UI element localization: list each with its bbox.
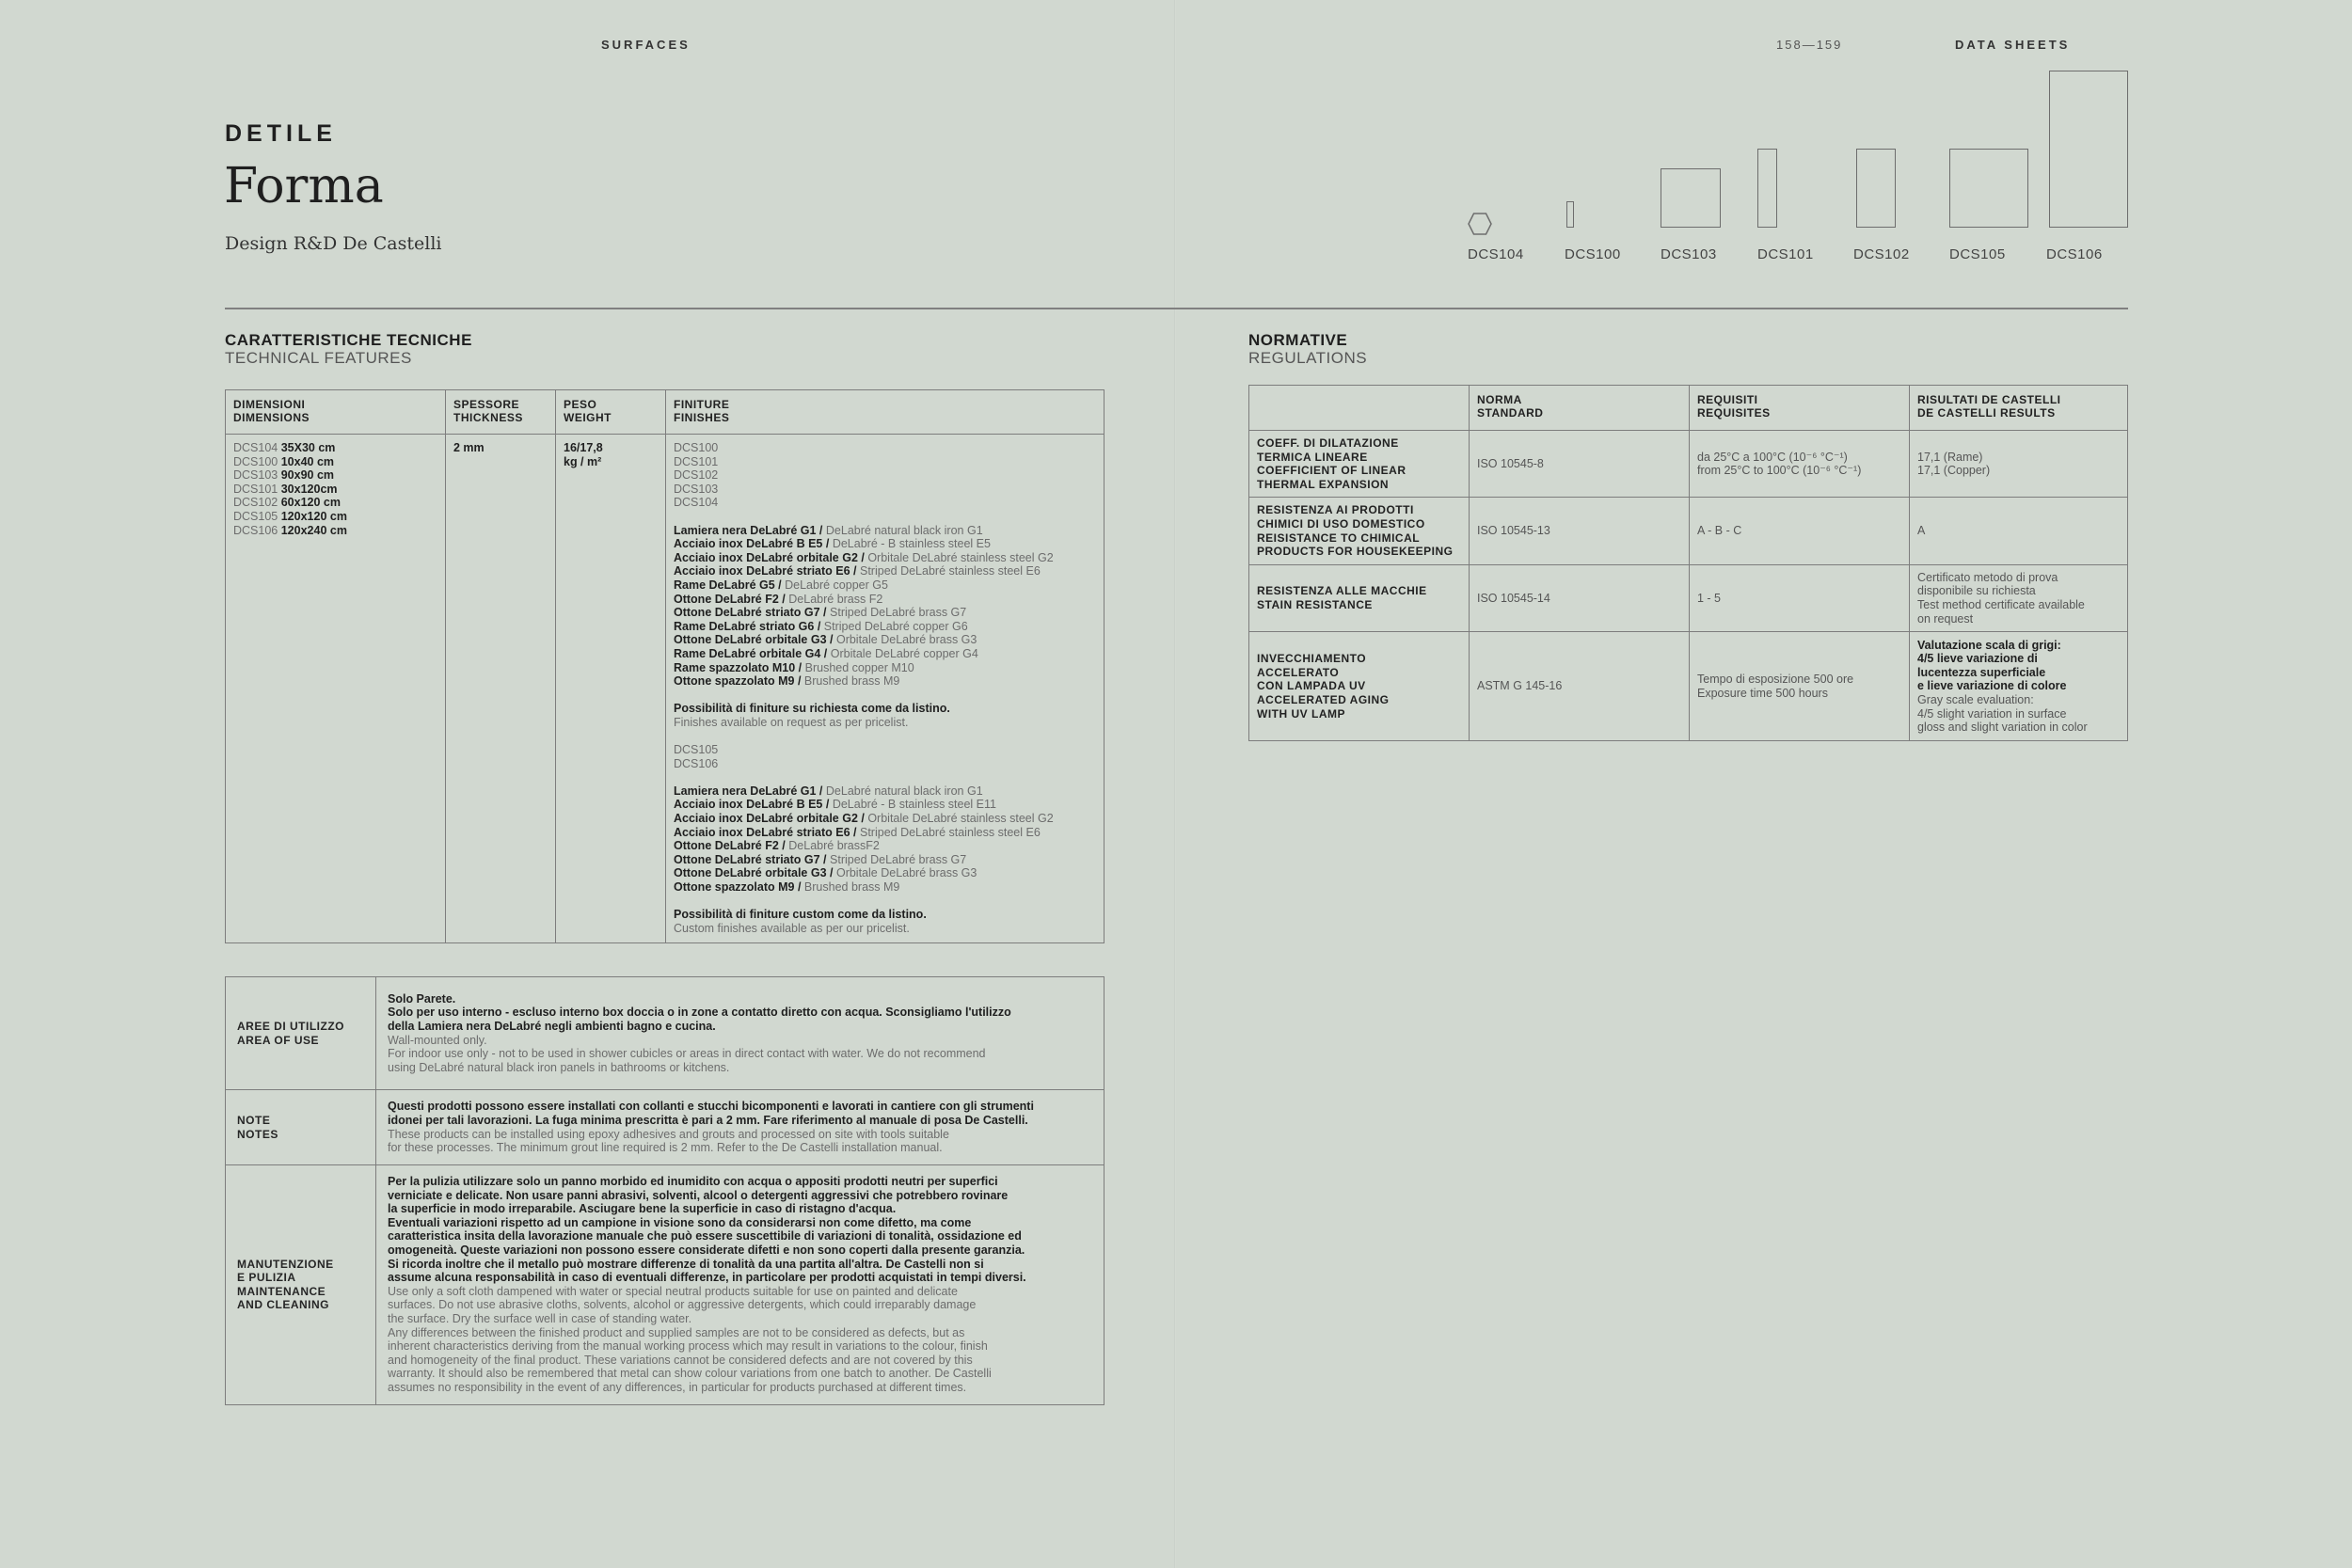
finish-name: Acciaio inox DeLabré striato E6 / (674, 825, 857, 839)
finish-name-en: DeLabré natural black iron G1 (825, 784, 983, 798)
finish-code: DCS103 (674, 482, 719, 496)
col-results: RISULTATI DE CASTELLI DE CASTELLI RESULTS (1910, 386, 2128, 431)
requisites-cell: da 25°C a 100°C (10⁻⁶ °C⁻¹) from 25°C to 100°C (10⁻⁶ °C⁻¹) (1690, 431, 1910, 498)
row-text: Per la pulizia utilizzare solo un panno morbido ed inumidito con acqua o appositi prodotti neutri per superfici verniciate e delicate. Non usare panni abrasivi, solventi, alcool o detergenti aggressivi che potrebbero rovinare la superficie in modo irreparabile. Asciugare bene la superficie in caso di ristagno d'acqua. Eventuali variazioni rispetto ad un campione in visione sono da considerarsi non come difetto, ma come caratteristica insita della lavorazione manuale che può essere suscettibile di variazioni di tonalità, ossidazione ed omogeneità. Queste variazioni non possono essere considerate difetti e non sono coperti dalla presente garanzia. Si ricorda inoltre che il metallo può mostrare differenze di tonalità da una partita all'altra. De Castelli non si assume alcuna responsabilità in caso di eventuali differenze, in particolare per prodotti acquistati in tempi diversi. Use only a soft cloth dampened with water or special neutral products suitable for use on painted and delicate surfaces. Do not use abrasive cloths, solvents, alcohol or aggressive detergents, which could irreparably damage the surface. Dry the surface well in case of standing water. Any differences between the finished product and supplied samples are not to be considered as defects, but as inherent characteristics deriving from the manual working process which may result in variations to the colour, finish and homogeneity of the final product. These variations cannot be considered defects and are not covered by this warranty. It should also be remembered that metal can show colour variations from one batch to another. De Castelli assumes no responsibility in the event of any differences, in particular for products purchased at different times. (376, 1165, 1104, 1405)
standard-cell: ISO 10545-8 (1470, 431, 1690, 498)
finish-name: Ottone spazzolato M9 / (674, 674, 802, 689)
finish-code: DCS104 (674, 496, 719, 510)
finish-name-en: Striped DeLabré stainless steel E6 (860, 564, 1041, 578)
format-label: DCS102 (1853, 246, 1910, 262)
property-cell: COEFF. DI DILATAZIONE TERMICA LINEARE COEFFICIENT OF LINEAR THERMAL EXPANSION (1249, 431, 1470, 498)
format-shape (1566, 201, 1574, 228)
requisites-cell: 1 - 5 (1690, 564, 1910, 631)
standard-cell: ASTM G 145-16 (1470, 632, 1690, 741)
dimension-item: DCS101 30x120cm (233, 482, 338, 496)
format-shape (1661, 168, 1721, 228)
table-row (226, 435, 1104, 943)
usage-table (225, 976, 1104, 1405)
table-row (1249, 564, 2128, 631)
col-property (1249, 386, 1470, 431)
col-requisites: REQUISITI REQUISITES (1690, 386, 1910, 431)
finish-name-en: DeLabré - B stainless steel E11 (832, 798, 996, 812)
format-label: DCS100 (1565, 246, 1621, 262)
finish-name-en: DeLabré brassF2 (788, 839, 880, 853)
finish-name: Rame DeLabré striato G6 / (674, 619, 821, 633)
technical-title: CARATTERISTICHE TECNICHE (225, 331, 472, 349)
finish-item (674, 551, 1096, 565)
format-label: DCS105 (1949, 246, 2006, 262)
running-head-left: SURFACES (601, 38, 691, 52)
dimension-item: DCS102 60x120 cm (233, 496, 341, 510)
finish-item (674, 674, 1096, 689)
col-dimensions: DIMENSIONI DIMENSIONS (226, 390, 446, 435)
results-cell: 17,1 (Rame) 17,1 (Copper) (1910, 431, 2128, 498)
regulations-table (1248, 385, 2128, 741)
format-label: DCS101 (1757, 246, 1814, 262)
finish-code: DCS100 (674, 441, 719, 454)
finish-name: Lamiera nera DeLabré G1 / (674, 523, 823, 537)
table-row (226, 977, 1104, 1090)
dimension-item: DCS105 120x120 cm (233, 509, 347, 523)
property-cell: RESISTENZA AI PRODOTTI CHIMICI DI USO DOMESTICO REISISTANCE TO CHIMICAL PRODUCTS FOR HOUSEKEEPING (1249, 498, 1470, 564)
finish-item (674, 593, 1096, 607)
finish-name-en: DeLabré copper G5 (785, 578, 888, 592)
finish-name: Acciaio inox DeLabré B E5 / (674, 798, 830, 812)
requisites-cell: Tempo di esposizione 500 ore Exposure time 500 hours (1690, 632, 1910, 741)
finish-name: Ottone spazzolato M9 / (674, 880, 802, 894)
finish-name-en: Orbitale DeLabré copper G4 (830, 646, 978, 660)
finish-name: Rame DeLabré G5 / (674, 578, 782, 592)
finish-item (674, 606, 1096, 620)
finish-item (674, 784, 1096, 799)
table-header-row (226, 390, 1104, 435)
row-label: AREE DI UTILIZZO AREA OF USE (226, 977, 376, 1090)
product-title: Forma (224, 158, 384, 214)
standard-cell: ISO 10545-13 (1470, 498, 1690, 564)
finish-name-en: DeLabré brass F2 (788, 592, 883, 606)
row-text: Questi prodotti possono essere installati con collanti e stucchi bicomponenti e lavorati in cantiere con gli strumenti idonei per tali lavorazioni. La fuga minima prescritta è pari a 2 mm. Fare riferimento al manuale di posa De Castelli. These products can be installed using epoxy adhesives and grouts and processed on site with tools suitable for these processes. The minimum grout line required is 2 mm. Refer to the De Castelli installation manual. (376, 1090, 1104, 1165)
finish-name-en: Striped DeLabré brass G7 (830, 606, 967, 620)
results-cell: Certificato metodo di prova disponibile su richiesta Test method certificate available on request (1910, 564, 2128, 631)
col-thickness: SPESSORE THICKNESS (446, 390, 556, 435)
finish-item (674, 853, 1096, 867)
technical-table (225, 389, 1104, 943)
format-shape (1757, 149, 1777, 228)
row-label: MANUTENZIONE E PULIZIA MAINTENANCE AND CLEANING (226, 1165, 376, 1405)
finish-name-en: Orbitale DeLabré brass G3 (835, 633, 977, 647)
technical-subtitle: TECHNICAL FEATURES (225, 349, 412, 367)
finish-item (674, 826, 1096, 840)
running-head-right: DATA SHEETS (1955, 38, 2071, 52)
finish-item (674, 812, 1096, 826)
section-divider (225, 308, 2128, 309)
col-standard: NORMA STANDARD (1470, 386, 1690, 431)
finish-item (674, 564, 1096, 578)
row-label: NOTE NOTES (226, 1090, 376, 1165)
finish-name: Ottone DeLabré F2 / (674, 839, 786, 853)
finish-item (674, 524, 1096, 538)
format-label: DCS103 (1661, 246, 1717, 262)
finish-name-en: DeLabré - B stainless steel E5 (832, 537, 991, 551)
finish-name: Ottone DeLabré striato G7 / (674, 606, 827, 620)
table-row (226, 1165, 1104, 1405)
thickness-cell: 2 mm (446, 435, 556, 943)
format-shape (1856, 149, 1896, 228)
finish-note-en: Custom finishes available as per our pricelist. (674, 921, 910, 935)
finish-name-en: Brushed brass M9 (803, 674, 900, 689)
finish-item (674, 839, 1096, 853)
finish-code: DCS101 (674, 454, 719, 468)
finish-code: DCS106 (674, 756, 719, 770)
table-row (226, 1090, 1104, 1165)
col-finishes: FINITURE FINISHES (666, 390, 1104, 435)
finish-name: Acciaio inox DeLabré orbitale G2 / (674, 550, 865, 564)
finish-name: Acciaio inox DeLabré orbitale G2 / (674, 812, 865, 826)
dimension-item: DCS104 35X30 cm (233, 441, 336, 454)
finish-name: Ottone DeLabré striato G7 / (674, 852, 827, 866)
format-shape (1949, 149, 2028, 228)
finish-item (674, 647, 1096, 661)
dimension-item: DCS103 90x90 cm (233, 468, 335, 483)
finish-note: Possibilità di finiture su richiesta come da listino. (674, 702, 950, 716)
format-diagrams (0, 0, 2352, 282)
standard-cell: ISO 10545-14 (1470, 564, 1690, 631)
finish-name-en: Orbitale DeLabré stainless steel G2 (867, 812, 1054, 826)
finish-name: Rame spazzolato M10 / (674, 660, 803, 674)
property-cell: RESISTENZA ALLE MACCHIE STAIN RESISTANCE (1249, 564, 1470, 631)
finish-name: Ottone DeLabré F2 / (674, 592, 786, 606)
finish-name-en: Striped DeLabré stainless steel E6 (860, 825, 1041, 839)
page-numbers: 158—159 (1776, 38, 1843, 52)
finish-name-en: DeLabré natural black iron G1 (825, 523, 983, 537)
finish-name: Acciaio inox DeLabré B E5 / (674, 537, 830, 551)
table-header-row (1249, 386, 2128, 431)
dimension-item: DCS106 120x240 cm (233, 523, 347, 537)
format-label: DCS104 (1468, 246, 1524, 262)
finish-name-en: Orbitale DeLabré stainless steel G2 (867, 550, 1054, 564)
finish-name: Rame DeLabré orbitale G4 / (674, 646, 828, 660)
finish-name: Ottone DeLabré orbitale G3 / (674, 633, 834, 647)
finish-name-en: Brushed brass M9 (803, 880, 900, 894)
results-cell: Valutazione scala di grigi: 4/5 lieve variazione di lucentezza superficiale e lieve variazione di colore Gray scale evaluation: 4/5 slight variation in surface gloss and slight variation in color (1910, 632, 2128, 741)
finish-name-en: Striped DeLabré copper G6 (823, 619, 968, 633)
table-row (1249, 431, 2128, 498)
table-row (1249, 498, 2128, 564)
row-text: Solo Parete. Solo per uso interno - escluso interno box doccia o in zone a contatto diretto con acqua. Sconsigliamo l'utilizzo della Lamiera nera DeLabré negli ambienti bagno e cucina. Wall-mounted only. For indoor use only - not to be used in shower cubicles or areas in direct contact with water. We do not recommend using DeLabré natural black iron panels in bathrooms or kitchens. (376, 977, 1104, 1090)
dimension-item: DCS100 10x40 cm (233, 454, 335, 468)
finish-code: DCS105 (674, 743, 719, 757)
weight-cell: 16/17,8 kg / m² (556, 435, 666, 943)
finish-name: Lamiera nera DeLabré G1 / (674, 784, 823, 798)
finish-name-en: Orbitale DeLabré brass G3 (835, 866, 977, 880)
finish-item (674, 798, 1096, 812)
brand-name: DETILE (225, 120, 337, 147)
regulations-subtitle: REGULATIONS (1248, 349, 1368, 367)
finish-note: Possibilità di finiture custom come da listino. (674, 908, 927, 922)
finish-code: DCS102 (674, 468, 719, 483)
format-shape (2049, 71, 2128, 228)
finish-item (674, 537, 1096, 551)
requisites-cell: A - B - C (1690, 498, 1910, 564)
finish-item (674, 620, 1096, 634)
finish-name: Ottone DeLabré orbitale G3 / (674, 866, 834, 880)
col-weight: PESO WEIGHT (556, 390, 666, 435)
hexagon-icon (1468, 213, 1492, 235)
results-cell: A (1910, 498, 2128, 564)
finishes-cell (666, 435, 1104, 943)
finish-note-en: Finishes available on request as per pricelist. (674, 715, 909, 729)
finish-item (674, 633, 1096, 647)
finish-name: Acciaio inox DeLabré striato E6 / (674, 564, 857, 578)
finish-name-en: Striped DeLabré brass G7 (830, 852, 967, 866)
finish-item (674, 866, 1096, 880)
property-cell: INVECCHIAMENTO ACCELERATO CON LAMPADA UV ACCELERATED AGING WITH UV LAMP (1249, 632, 1470, 741)
dimensions-cell (226, 435, 446, 943)
finish-item (674, 880, 1096, 895)
table-row (1249, 632, 2128, 741)
finish-name-en: Brushed copper M10 (804, 660, 914, 674)
finish-item (674, 578, 1096, 593)
regulations-title: NORMATIVE (1248, 331, 1348, 349)
designer-credit: Design R&D De Castelli (225, 233, 442, 254)
format-label: DCS106 (2046, 246, 2103, 262)
finish-item (674, 661, 1096, 675)
